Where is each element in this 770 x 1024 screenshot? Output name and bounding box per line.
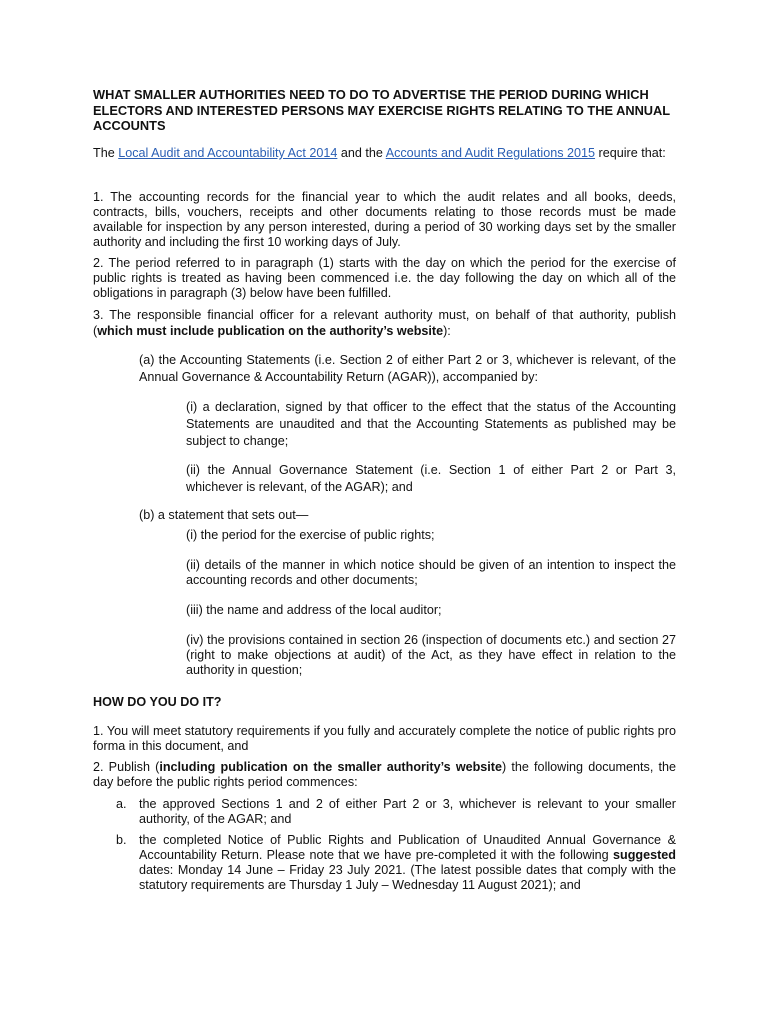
list-item-text: the approved Sections 1 and 2 of either Part 2 or 3, whichever is relevant to your smaller authority, of the AGAR; and [139,797,676,826]
how-paragraph-2-bold: including publication on the smaller authority’s website [159,760,503,774]
list-item-text [139,833,676,893]
paragraph-3-pre: 3. The responsible financial officer for a relevant authority must, on behalf of that authority, publish ( [93,308,676,338]
list-marker: a. [116,797,127,811]
list-item-b-pre: the completed Notice of Public Rights and Publication of Unaudited Annual Governance & Accountability Return. Please note that we have pre-completed it with the following [139,833,676,862]
how-paragraph-2-post: ) the following documents, the day before the public rights period commences: [93,760,677,789]
paragraph-1: 1. The accounting records for the financial year to which the audit relates and all books, deeds, contracts, bills, vouchers, receipts and other documents relating to those records must be made available for inspection by any person interested, during a period of 30 working days set by the smaller authority and including the first 10 working days of July. [93,190,676,249]
list-item-b-post: dates: Monday 14 June – Friday 23 July 2021. (The latest possible dates that comply with the statutory requirements are Thursday 1 July – Wednesday 11 August 2021); and [139,863,676,892]
paragraph-2: 2. The period referred to in paragraph (1) starts with the day on which the period for the exercise of public rights is treated as having been commenced i.e. the day following the day on which all of the obligations in paragraph (3) below have been fulfilled. [93,256,676,300]
item-a-i: (i) a declaration, signed by that officer to the effect that the status of the Accounting Statements are unaudited and that the Accounting Statements as published may be subject to change; [186,400,676,448]
item-b-i: (i) the period for the exercise of public rights; [186,528,435,542]
item-b-iii: (iii) the name and address of the local auditor; [186,603,442,617]
paragraph-3-post: ): [443,324,451,338]
how-paragraph-2-pre: 2. Publish ( [93,760,160,774]
item-b: (b) a statement that sets out— [139,508,309,522]
intro-pre: The [93,146,119,160]
list-item-b [116,833,676,893]
paragraph-3 [93,307,676,339]
how-paragraph-1: 1. You will meet statutory requirements if you fully and accurately complete the notice of public rights pro forma in this document, and [93,724,676,753]
item-b-ii: (ii) details of the manner in which notice should be given of an intention to inspect the accounting records and other documents; [186,558,676,587]
intro-post: require that: [595,146,666,160]
how-heading: HOW DO YOU DO IT? [93,695,222,709]
list-item-b-bold: suggested [613,848,676,862]
item-a-ii: (ii) the Annual Governance Statement (i.e. Section 1 of either Part 2 or Part 3, whichever is relevant, of the AGAR); and [186,463,676,494]
how-paragraph-2 [93,760,676,790]
intro-mid: and the [337,146,386,160]
list-item-a [116,797,676,827]
link-accounts-audit-regulations[interactable]: Accounts and Audit Regulations 2015 [385,146,596,160]
document-title: WHAT SMALLER AUTHORITIES NEED TO DO TO ADVERTISE THE PERIOD DURING WHICH ELECTORS AND INTERESTED PERSONS MAY EXERCISE RIGHTS RELATING TO THE ANNUAL ACCOUNTS [93,87,670,133]
item-a: (a) the Accounting Statements (i.e. Section 2 of either Part 2 or 3, whichever is relevant, of the Annual Governance & Accountability Return (AGAR)), accompanied by: [139,353,676,384]
intro-paragraph [93,146,676,161]
item-b-iv: (iv) the provisions contained in section 26 (inspection of documents etc.) and section 27 (right to make objections at audit) of the Act, as they have effect in relation to the authority in question; [186,633,676,677]
link-local-audit-act[interactable]: Local Audit and Accountability Act 2014 [118,146,338,160]
paragraph-3-bold: which must include publication on the authority’s website [97,324,444,338]
list-marker: b. [116,833,127,847]
